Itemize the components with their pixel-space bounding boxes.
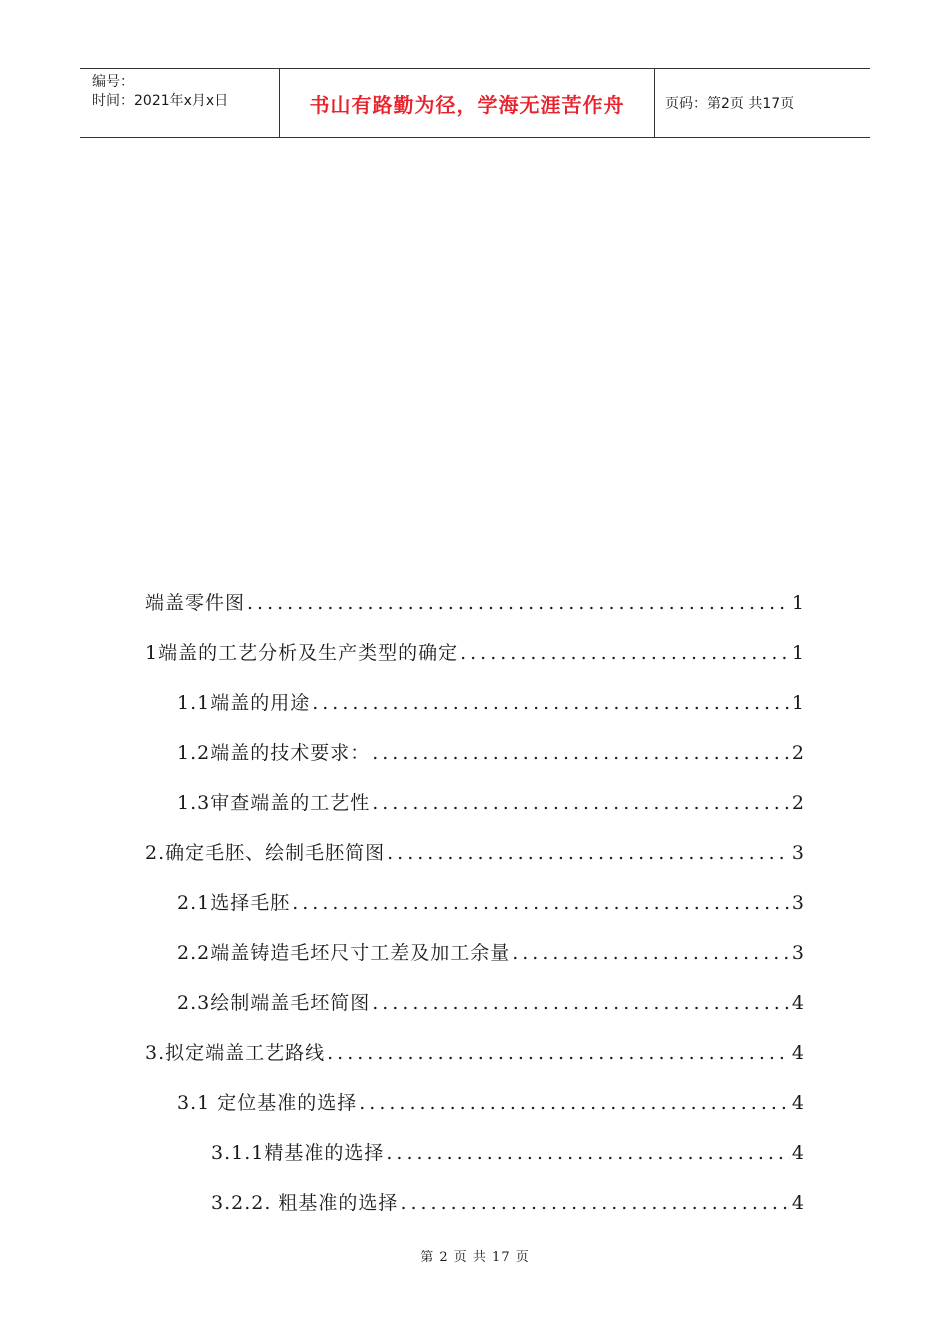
toc-entry-page: 4 [791,1192,805,1214]
toc-leader-dots [386,1142,790,1164]
toc-entry[interactable] [145,638,805,688]
toc-entry-title: 1.1端盖的用途 [177,692,311,714]
toc-entry-page: 4 [791,1142,805,1164]
time-label: 时间：2021年x月x日 [92,93,229,109]
toc-leader-dots [327,1042,790,1064]
toc-leader-dots [247,592,790,614]
toc-leader-dots [400,1192,789,1214]
toc-entry-title: 2.1选择毛胚 [177,892,291,914]
toc-entry-title: 1.3审查端盖的工艺性 [177,792,371,814]
header-page-info: 页码：第2页 共17页 [665,96,795,112]
toc-entry-title: 2.确定毛胚、绘制毛胚简图 [145,842,386,864]
toc-entry-page: 3 [791,892,805,914]
toc-entry-page: 3 [791,842,805,864]
toc-entry-page: 1 [791,642,805,664]
toc-entry[interactable] [145,1038,805,1088]
toc-entry-page: 4 [791,1042,805,1064]
toc-leader-dots [292,892,790,914]
toc-entry-title: 端盖零件图 [145,592,246,614]
toc-entry-title: 3.拟定端盖工艺路线 [145,1042,326,1064]
toc-entry-title: 3.1.1精基准的选择 [211,1142,385,1164]
toc-entry-page: 3 [791,942,805,964]
toc-leader-dots [512,942,790,964]
toc-entry[interactable] [145,738,805,788]
toc-entry-page: 2 [791,792,805,814]
toc-entry-page: 2 [791,742,805,764]
toc-entry-page: 1 [791,692,805,714]
page-footer: 第 2 页 共 17 页 [420,1250,530,1265]
toc-leader-dots [372,742,790,764]
toc-entry-title: 3.2.2. 粗基准的选择 [211,1192,399,1214]
toc-entry[interactable] [145,788,805,838]
toc-entry[interactable] [145,588,805,638]
toc-entry-page: 4 [791,992,805,1014]
toc-entry[interactable] [145,938,805,988]
toc-leader-dots [460,642,790,664]
toc-entry[interactable] [145,1088,805,1138]
toc-leader-dots [312,692,790,714]
toc-entry-title: 1端盖的工艺分析及生产类型的确定 [145,642,459,664]
toc-leader-dots [372,792,790,814]
toc-entry-page: 4 [791,1092,805,1114]
number-label: 编号： [92,74,134,90]
toc-entry-page: 1 [791,592,805,614]
toc-entry[interactable] [145,838,805,888]
toc-entry[interactable] [145,688,805,738]
toc-leader-dots [372,992,790,1014]
toc-entry[interactable] [145,1138,805,1188]
toc-entry-title: 1.2端盖的技术要求： [177,742,371,764]
toc-entry[interactable] [145,988,805,1038]
table-of-contents [145,588,805,1238]
header-motto: 书山有路勤为径，学海无涯苦作舟 [280,69,655,137]
toc-leader-dots [359,1092,790,1114]
toc-entry[interactable] [145,888,805,938]
page-header [80,68,870,138]
toc-entry-title: 2.3绘制端盖毛坯简图 [177,992,371,1014]
header-meta [80,69,280,137]
toc-entry-title: 3.1 定位基准的选择 [177,1092,358,1114]
toc-entry[interactable] [145,1188,805,1238]
toc-leader-dots [387,842,790,864]
toc-entry-title: 2.2端盖铸造毛坯尺寸工差及加工余量 [177,942,511,964]
